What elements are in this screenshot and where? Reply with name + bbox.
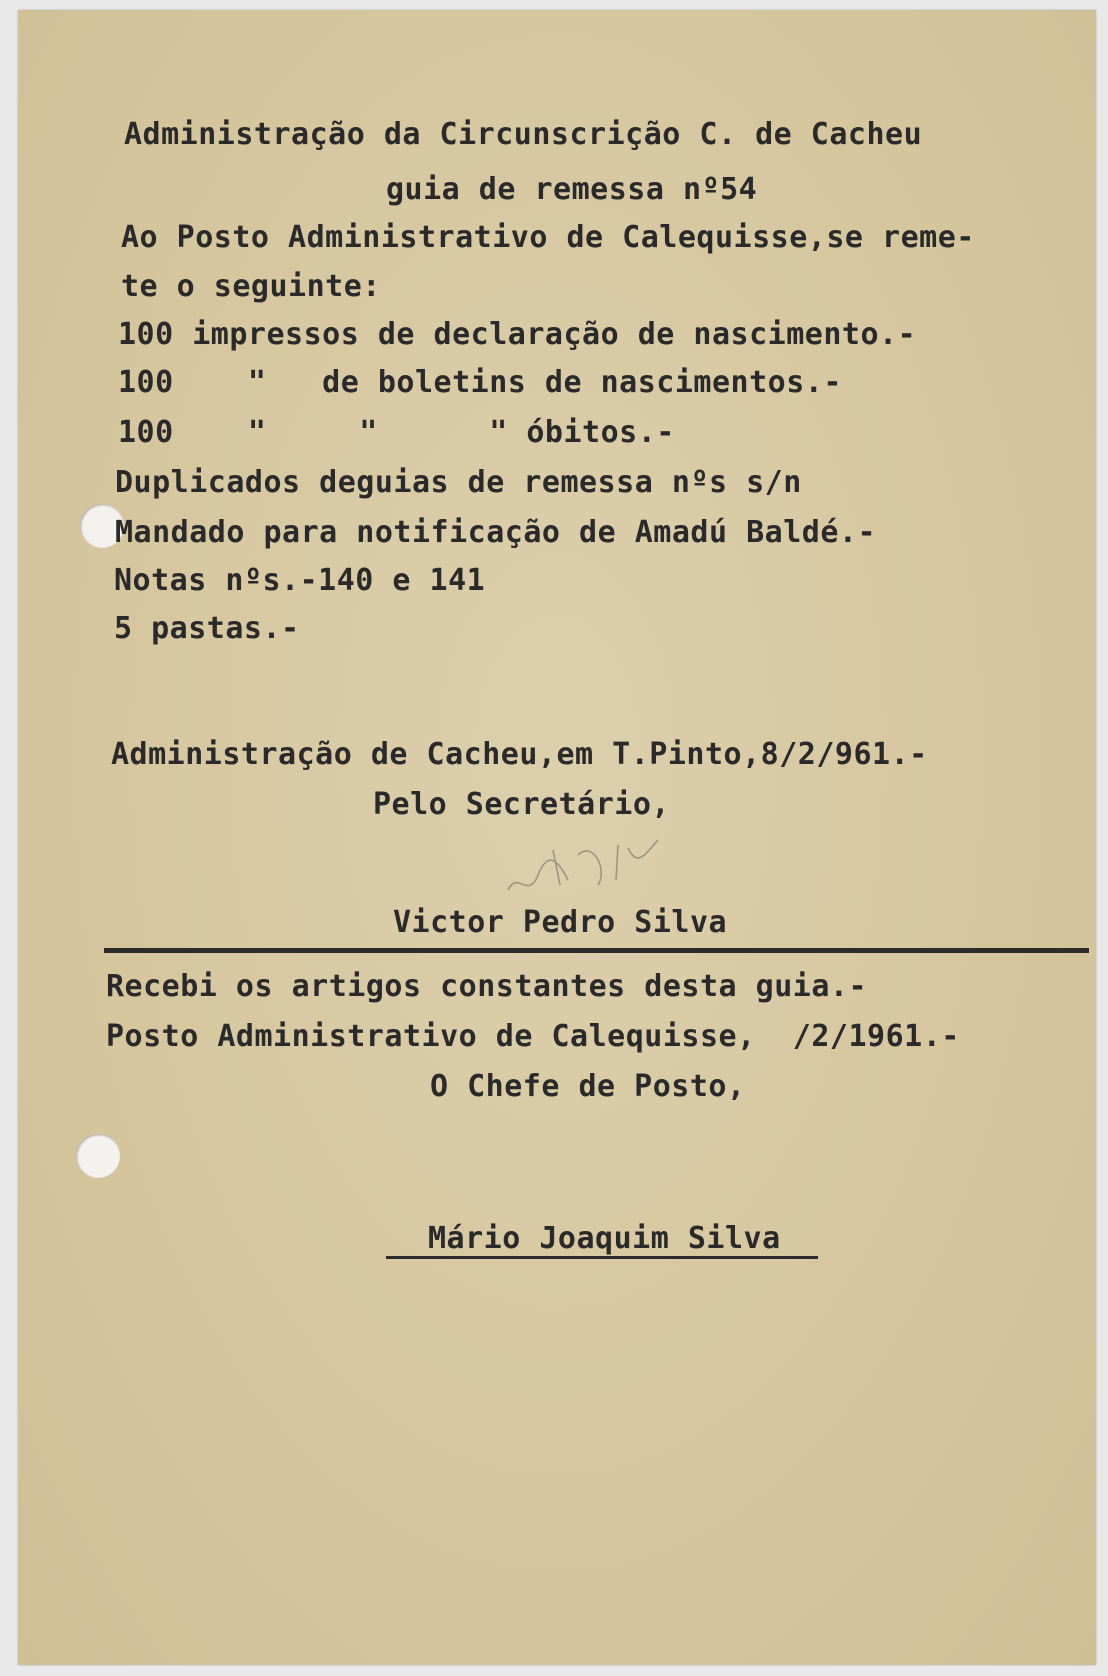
list-item: Mandado para notificação de Amadú Baldé.- <box>115 515 877 550</box>
list-item: Notas nºs.-140 e 141 <box>114 563 486 598</box>
handwritten-signature <box>498 830 688 910</box>
receipt-line-1: Recebi os artigos constantes desta guia.- <box>106 969 868 1004</box>
list-item: 100 impressos de declaração de nascimento.- <box>118 317 917 352</box>
list-item: 100 " de boletins de nascimentos.- <box>118 365 842 400</box>
document-page <box>18 10 1096 1665</box>
receipt-title: O Chefe de Posto, <box>430 1069 746 1104</box>
list-item: 5 pastas.- <box>114 611 300 646</box>
place-date: Administração de Cacheu,em T.Pinto,8/2/961.- <box>111 737 928 772</box>
intro-line-2: te o seguinte: <box>121 269 381 304</box>
receipt-line-2: Posto Administrativo de Calequisse, /2/1961.- <box>106 1019 960 1054</box>
punch-hole-bottom <box>76 1134 120 1178</box>
signatory-name: Victor Pedro Silva <box>393 905 728 940</box>
receipt-signatory: Mário Joaquim Silva <box>428 1221 781 1256</box>
document-header: Administração da Circunscrição C. de Cacheu <box>124 117 923 152</box>
divider-rule <box>104 948 1089 953</box>
signoff: Pelo Secretário, <box>373 787 670 822</box>
intro-line-1: Ao Posto Administrativo de Calequisse,se reme- <box>121 220 975 255</box>
document-subtitle: guia de remessa nº54 <box>386 172 758 207</box>
list-item: 100 " " " óbitos.- <box>118 415 675 450</box>
list-item: Duplicados deguias de remessa nºs s/n <box>115 465 802 500</box>
signature-underline <box>386 1256 818 1259</box>
